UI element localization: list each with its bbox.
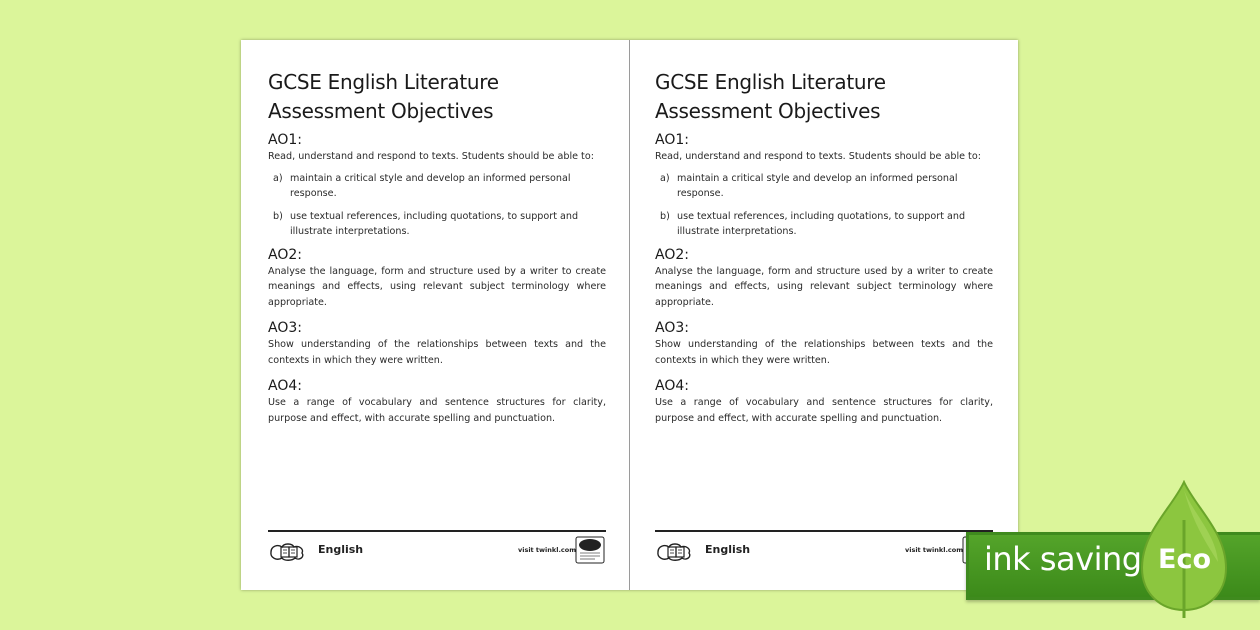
footer-link[interactable]: visit twinkl.com [905, 546, 964, 554]
english-logo-icon [655, 540, 693, 562]
page-title [268, 68, 606, 126]
ao1-intro: Read, understand and respond to texts. Students should be able to: [655, 151, 981, 162]
ao4-heading: AO4: [268, 378, 302, 394]
ao2-text: Analyse the language, form and structure used by a writer to create meanings and effects, using relevant subject terminology where appropriate. [268, 265, 606, 308]
ao2-text: Analyse the language, form and structure used by a writer to create meanings and effects, using relevant subject terminology where appropriate. [655, 265, 993, 308]
page-footer [655, 530, 993, 572]
title-line-2: Assessment Objectives [268, 99, 494, 123]
list-marker: a) [273, 172, 283, 184]
ink-saving-badge [966, 480, 1260, 630]
eco-label: Eco [1158, 544, 1211, 575]
english-logo-icon [268, 540, 306, 562]
list-text: use textual references, including quotations, to support and illustrate interpretations. [290, 210, 579, 237]
footer-subject: English [705, 543, 751, 556]
ao3-heading: AO3: [268, 320, 302, 336]
title-line-2: Assessment Objectives [655, 99, 881, 123]
ao2-heading: AO2: [268, 246, 302, 263]
ao4-heading: AO4: [655, 378, 689, 394]
page-footer [268, 530, 606, 572]
ao3-text: Show understanding of the relationships between texts and the contexts in which they were written. [655, 339, 993, 366]
ao4-text: Use a range of vocabulary and sentence structures for clarity, purpose and effect, with accurate spelling and punctuation. [655, 397, 993, 424]
ao2-heading: AO2: [655, 246, 689, 263]
list-marker: b) [273, 210, 283, 222]
title-line-1: GCSE English Literature [268, 70, 499, 94]
list-text: maintain a critical style and develop an informed personal response. [290, 172, 571, 199]
ao1-intro: Read, understand and respond to texts. Students should be able to: [268, 151, 594, 162]
preview-sheet [241, 40, 1018, 590]
list-text: maintain a critical style and develop an informed personal response. [677, 172, 958, 199]
list-item [268, 171, 606, 202]
list-marker: b) [660, 210, 670, 222]
ao3-text: Show understanding of the relationships between texts and the contexts in which they were written. [268, 339, 606, 366]
list-marker: a) [660, 172, 670, 184]
page-title [655, 68, 993, 126]
ink-saving-label: ink saving [984, 540, 1142, 578]
footer-subject: English [318, 543, 364, 556]
title-line-1: GCSE English Literature [655, 70, 886, 94]
ao1-heading: AO1: [655, 132, 689, 148]
ao4-text: Use a range of vocabulary and sentence structures for clarity, purpose and effect, with accurate spelling and punctuation. [268, 397, 606, 424]
panel-left [268, 40, 606, 590]
list-item [655, 209, 993, 240]
footer-link[interactable]: visit twinkl.com [518, 546, 577, 554]
ao1-list [268, 171, 606, 240]
fold-line [629, 40, 630, 590]
ao3-heading: AO3: [655, 320, 689, 336]
list-item [268, 209, 606, 240]
panel-right [655, 40, 993, 590]
ao1-list [655, 171, 993, 240]
list-item [655, 171, 993, 202]
ao1-heading: AO1: [268, 132, 302, 148]
list-text: use textual references, including quotations, to support and illustrate interpretations. [677, 210, 966, 237]
twinkl-badge-icon [575, 536, 605, 564]
